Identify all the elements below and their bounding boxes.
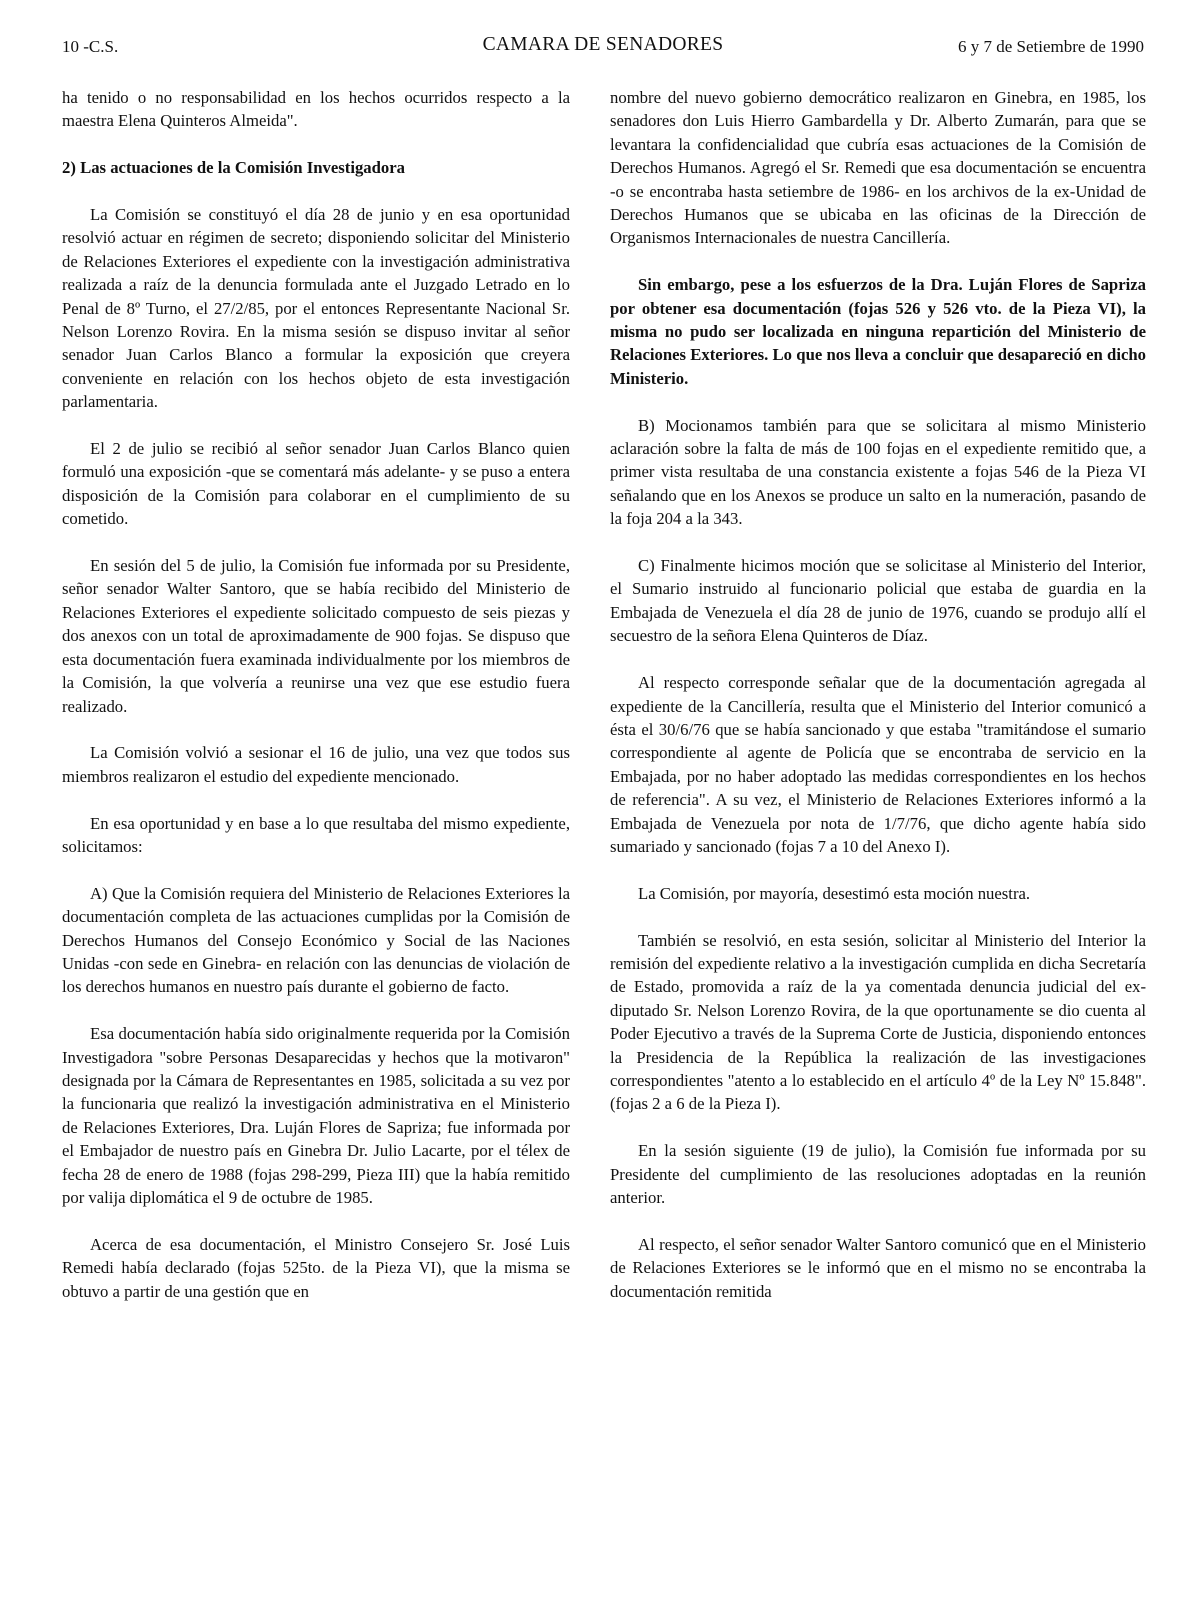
paragraph: La Comisión volvió a sesionar el 16 de julio, una vez que todos sus miembros realizaron el estudio del expediente mencionado. xyxy=(62,743,570,786)
left-column xyxy=(62,86,570,1326)
paragraph: La Comisión, por mayoría, desestimó esta moción nuestra. xyxy=(638,883,1031,903)
paragraph: También se resolvió, en esta sesión, solicitar al Ministerio del Interior la remisión del expediente relativo a la investigación cumplida en dicha Secretaría de Estado, promovida a raíz de la ya comentada denuncia judicial del ex-diputado Sr. Nelson Lorenzo Rovira, de la que oportunamente se dio cuenta al Poder Ejecutivo a través de la Suprema Corte de Justicia, disponiendo entonces la Presidencia de la República la realización de las investigaciones correspondientes "atento a lo establecido en el artículo 4º de la Ley Nº 15.848". (fojas 2 a 6 de la Pieza I). xyxy=(610,930,1146,1114)
paragraph: B) Mocionamos también para que se solicitara al mismo Ministerio aclaración sobre la falta de más de 100 fojas en el expediente remitido que, a primer vista resultaba de una constancia existente a fojas 546 de la Pieza VI señalando que en los Anexos se produce un salto en la numeración, pasando de la foja 204 a la 343. xyxy=(610,415,1146,529)
paragraph: El 2 de julio se recibió al señor senador Juan Carlos Blanco quien formuló una exposición -que se comentará más adelante- y se puso a entera disposición de la Comisión para colaborar en el cumplimiento de su cometido. xyxy=(62,439,570,529)
paragraph: Al respecto, el señor senador Walter Santoro comunicó que en el Ministerio de Relaciones Exteriores se le informó que en el mismo no se encontraba la documentación remitida xyxy=(610,1234,1146,1301)
paragraph: A) Que la Comisión requiera del Ministerio de Relaciones Exteriores la documentación completa de las actuaciones cumplidas por la Comisión de Derechos Humanos del Consejo Económico y Social de las Naciones Unidas -con sede en Ginebra- en relación con las denuncias de violación de los derechos humanos en nuestro país durante el gobierno de facto. xyxy=(62,883,570,997)
paragraph: C) Finalmente hicimos moción que se solicitase al Ministerio del Interior, el Sumario instruido al funcionario policial que estaba de guardia en la Embajada de Venezuela el día 28 de junio de 1976, cuando se produjo allí el secuestro de la señora Elena Quinteros de Díaz. xyxy=(610,556,1146,646)
right-column xyxy=(610,86,1146,1326)
page-header xyxy=(62,34,1144,64)
paragraph: En esa oportunidad y en base a lo que resultaba del mismo expediente, solicitamos: xyxy=(62,813,570,856)
paragraph: Acerca de esa documentación, el Ministro Consejero Sr. José Luis Remedi había declarado (fojas 525to. de la Pieza VI), que la misma se obtuvo a partir de una gestión que en xyxy=(62,1234,570,1301)
paragraph: La Comisión se constituyó el día 28 de junio y en esa oportunidad resolvió actuar en régimen de secreto; disponiendo solicitar del Ministerio de Relaciones Exteriores el expediente con la investigación administrativa realizada a raíz de la denuncia formulada ante el Juzgado Letrado en lo Penal de 8º Turno, el 27/2/85, por el entonces Representante Nacional Sr. Nelson Lorenzo Rovira. En la misma sesión se dispuso invitar al señor senador Juan Carlos Blanco a formular la exposición que creyera conveniente en relación con los hechos objeto de esta investigación parlamentaria. xyxy=(62,205,570,412)
paragraph: Esa documentación había sido originalmente requerida por la Comisión Investigadora "sobre Personas Desaparecidas y hechos que la motivaron" designada por la Cámara de Representantes en 1985, solicitada a su vez por la funcionaria que realizó la investigación administrativa en el Ministerio de Relaciones Exteriores, Dra. Luján Flores de Sapriza; fue informada por el Embajador de nuestro país en Ginebra Dr. Julio Lacarte, por el télex de fecha 28 de enero de 1988 (fojas 298-299, Pieza III) que la había remitido por valija diplomática el 9 de octubre de 1985. xyxy=(62,1024,570,1207)
paragraph: ha tenido o no responsabilidad en los hechos ocurridos respecto a la maestra Elena Quinteros Almeida". xyxy=(62,88,570,131)
page-number: 10 -C.S. xyxy=(62,37,119,56)
bold-paragraph: Sin embargo, pese a los esfuerzos de la Dra. Luján Flores de Sapriza por obtener esa documentación (fojas 526 y 526 vto. de la Pieza VI), la misma no pudo ser localizada en ninguna repartición del Ministerio de Relaciones Exteriores. Lo que nos lleva a concluir que desapareció en dicho Ministerio. xyxy=(610,275,1146,388)
paragraph: nombre del nuevo gobierno democrático realizaron en Ginebra, en 1985, los senadores don Luis Hierro Gambardella y Dr. Alberto Zumarán, para que se levantara la confidencialidad que cubría esas actuaciones de la Comisión de Derechos Humanos. Agregó el Sr. Remedi que esa documentación se encuentra -o se encontraba hasta setiembre de 1986- en los archivos de la ex-Unidad de Derechos Humanos que se ubicaba en las oficinas de la Dirección de Organismos Internacionales de nuestra Cancillería. xyxy=(610,88,1146,248)
paragraph: En la sesión siguiente (19 de julio), la Comisión fue informada por su Presidente del cumplimiento de las resoluciones adoptadas en la reunión anterior. xyxy=(610,1141,1146,1207)
paragraph: En sesión del 5 de julio, la Comisión fue informada por su Presidente, señor senador Walter Santoro, que se había recibido del Ministerio de Relaciones Exteriores el expediente solicitado compuesto de seis piezas y dos anexos con un total de aproximadamente de 900 fojas. Se dispuso que esta documentación fuera examinada individualmente por los miembros de la Comisión, la que volvería a reunirse una vez que ese estudio fuera realizado. xyxy=(62,556,570,716)
publication-title: CAMARA DE SENADORES xyxy=(482,34,724,55)
paragraph: Al respecto corresponde señalar que de la documentación agregada al expediente de la Cancillería, resulta que el Ministerio del Interior comunicó a ésta el 30/6/76 que se había sancionado y que estaba "tramitándose el sumario correspondiente al agente de Policía que se encontraba de servicio en la Embajada, por no haber adoptado las medidas correspondientes en los hechos de referencia". A su vez, el Ministerio de Relaciones Exteriores informó a la Embajada de Venezuela por nota de 1/7/76, que dicho agente había sido sumariado y sancionado (fojas 7 a 10 del Anexo I). xyxy=(610,673,1146,856)
section-heading: 2) Las actuaciones de la Comisión Investigadora xyxy=(62,158,406,178)
session-date: 6 y 7 de Setiembre de 1990 xyxy=(957,37,1144,56)
